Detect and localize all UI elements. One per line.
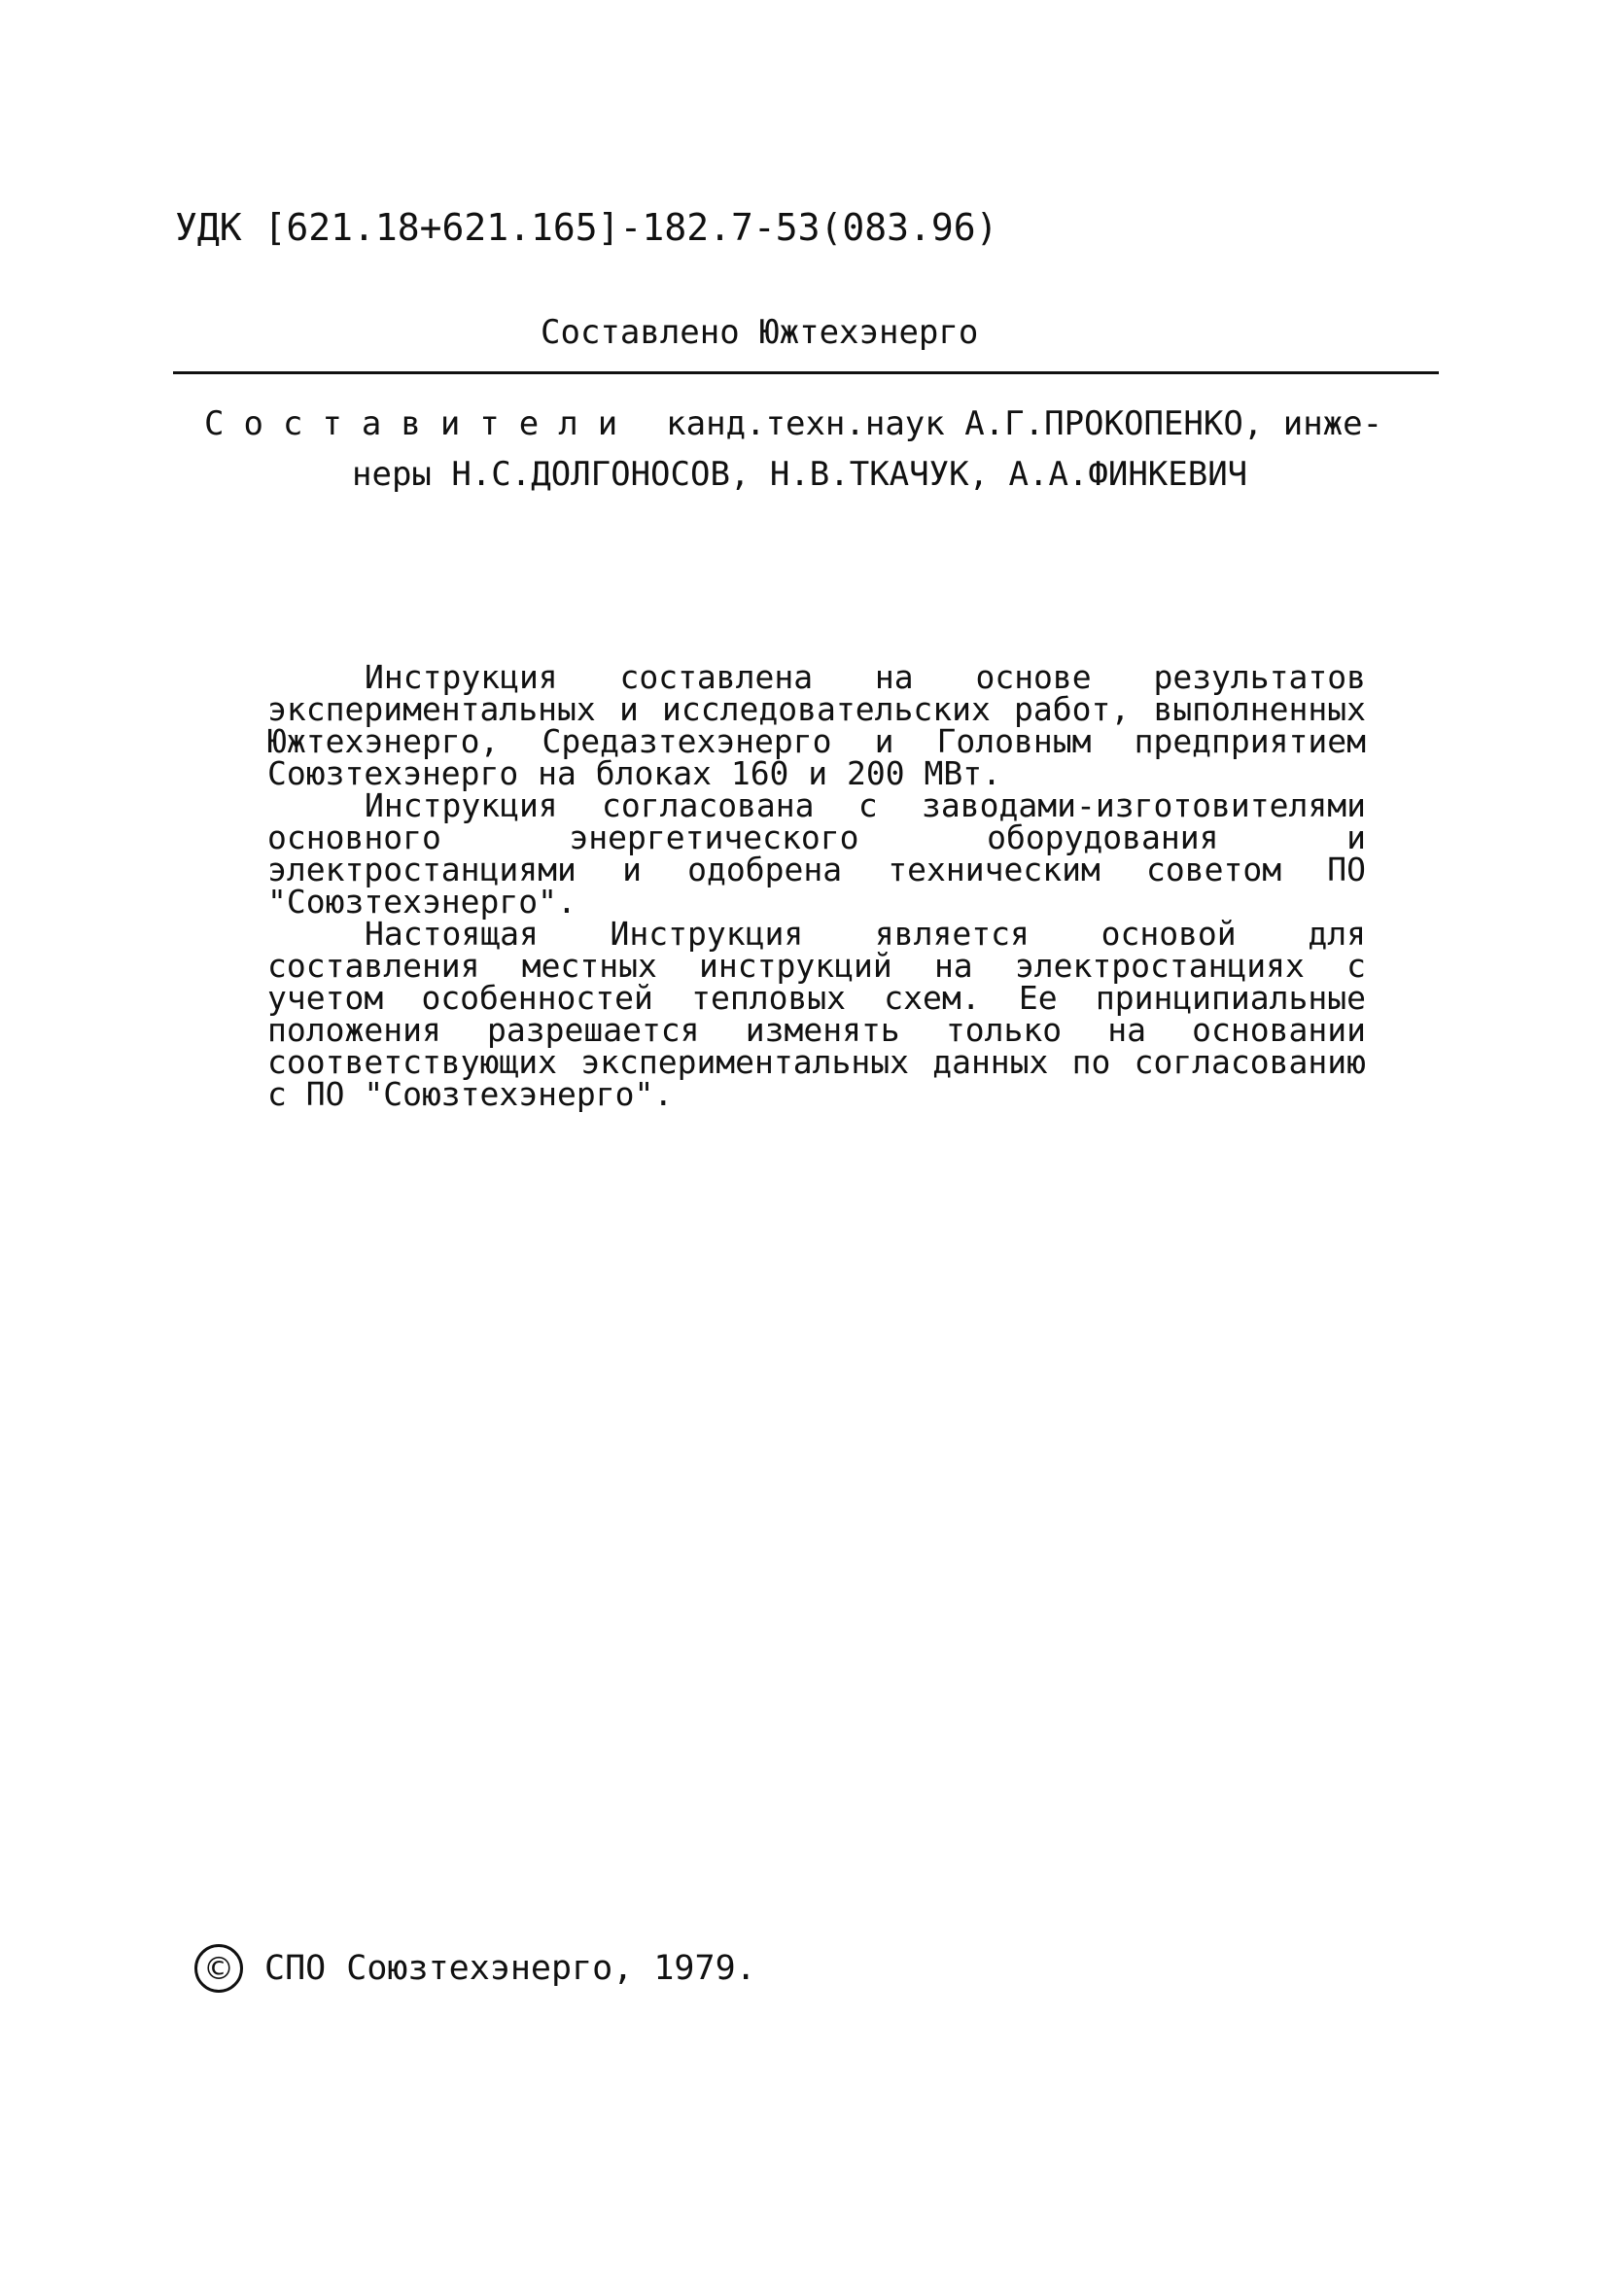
authors-line-2: неры Н.С.ДОЛГОНОСОВ, Н.В.ТКАЧУК, А.А.ФИНКЕВИЧ bbox=[352, 455, 1248, 494]
copyright-text: СПО Союзтехэнерго, 1979. bbox=[264, 1949, 756, 1988]
copyright-icon: © bbox=[194, 1944, 243, 1993]
paragraph-1: Инструкция составлена на основе результатов экспериментальных и исследовательских работ, выполненных Южтехэнерго, Средазтехэнерго и Головным предприятием Союзтехэнерго на блоках 160 и 200 МВт. bbox=[267, 658, 1366, 792]
horizontal-rule bbox=[173, 371, 1439, 374]
authors-line-1-text: канд.техн.наук А.Г.ПРОКОПЕНКО, инже- bbox=[666, 404, 1383, 443]
udk-code: УДК [621.18+621.165]-182.7-53(083.96) bbox=[175, 206, 998, 249]
paragraph-3: Настоящая Инструкция является основой для составления местных инструкций на электростанциях с учетом особенностей тепловых схем. Ее принципиальные положения разрешается изменять только на основании соответствующих экспериментальных данных по согласованию с ПО "Союзтехэнерго". bbox=[267, 915, 1366, 1113]
body-text bbox=[267, 658, 1366, 1113]
compiled-by-line: Составлено Южтехэнерго bbox=[541, 313, 979, 352]
authors-block bbox=[204, 399, 1429, 500]
paragraph-2: Инструкция согласована с заводами-изготовителями основного энергетического оборудования и электростанциями и одобрена техническим советом ПО "Союзтехэнерго". bbox=[267, 786, 1366, 921]
authors-line-1 bbox=[204, 399, 1429, 449]
authors-label: Составители bbox=[204, 404, 638, 443]
copyright-line bbox=[194, 1944, 756, 1993]
